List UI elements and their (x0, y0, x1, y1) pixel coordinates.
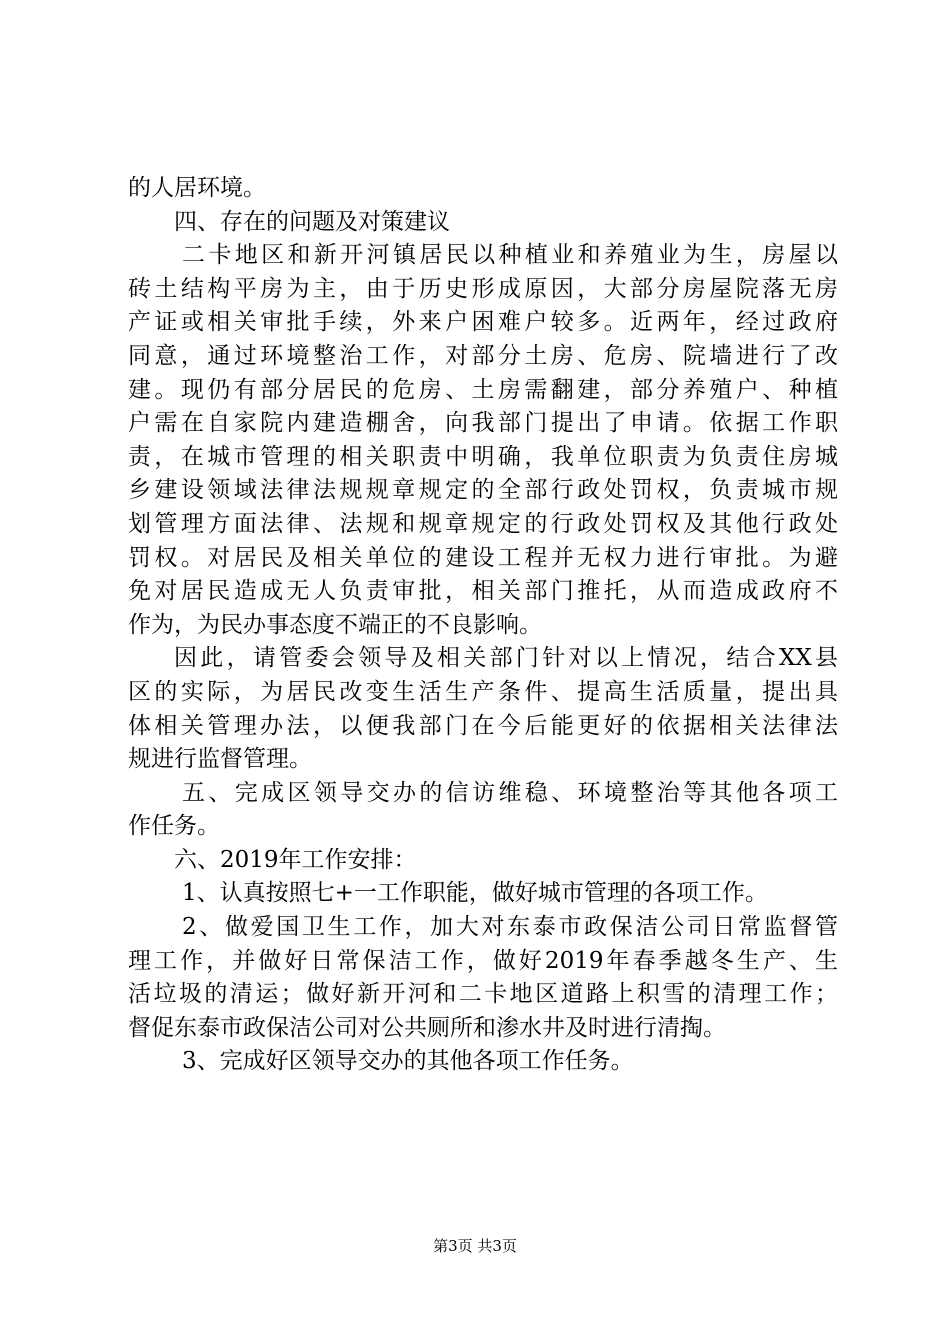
text-line: 二卡地区和新开河镇居民以种植业和养殖业为生，房屋以 (182, 242, 838, 269)
text-line: 免对居民造成无人负责审批，相关部门推托，从而造成政府不 (128, 578, 838, 605)
text-line: 因此，请管委会领导及相关部门针对以上情况，结合XX县 (174, 645, 838, 672)
text-line: 理工作，并做好日常保洁工作，做好2019年春季越冬生产、生 (128, 947, 838, 974)
text-line: 罚权。对居民及相关单位的建设工程并无权力进行审批。为避 (128, 544, 838, 571)
text-line: 体相关管理办法，以便我部门在今后能更好的依据相关法律法 (128, 712, 838, 739)
text-line: 建。现仍有部分居民的危房、土房需翻建，部分养殖户、种植 (128, 376, 838, 403)
page-number: 第3页 共3页 (433, 1237, 517, 1255)
document-body (128, 172, 838, 1079)
text-line: 户需在自家院内建造棚舍，向我部门提出了申请。依据工作职 (128, 410, 838, 437)
text-line: 的人居环境。 (128, 175, 266, 201)
text-line: 督促东泰市政保洁公司对公共厕所和渗水井及时进行清掏。 (128, 1014, 726, 1041)
text-line: 作为，为民办事态度不端正的不良影响。 (128, 611, 542, 638)
text-line: 产证或相关审批手续，外来户困难户较多。近两年，经过政府 (128, 309, 838, 336)
text-line: 乡建设领域法律法规规章规定的全部行政处罚权，负责城市规 (128, 477, 838, 504)
text-line: 区的实际，为居民改变生活生产条件、提高生活质量，提出具 (128, 678, 838, 705)
text-line: 活垃圾的清运；做好新开河和二卡地区道路上积雪的清理工作； (128, 981, 838, 1008)
text-line: 同意，通过环境整治工作，对部分土房、危房、院墙进行了改 (128, 342, 838, 369)
text-line: 责，在城市管理的相关职责中明确，我单位职责为负责住房城 (128, 443, 838, 470)
section-heading: 四、存在的问题及对策建议 (174, 208, 450, 235)
text-line: 砖土结构平房为主，由于历史形成原因，大部分房屋院落无房 (128, 275, 838, 302)
section-heading: 六、2019年工作安排： (174, 846, 417, 873)
list-item: 3、完成好区领导交办的其他各项工作任务。 (182, 1048, 634, 1075)
list-item: 1、认真按照七+一工作职能，做好城市管理的各项工作。 (182, 880, 768, 907)
list-item: 2、做爱国卫生工作，加大对东泰市政保洁公司日常监督管 (182, 914, 838, 941)
text-line: 规进行监督管理。 (128, 746, 312, 773)
text-line: 划管理方面法律、法规和规章规定的行政处罚权及其他行政处 (128, 510, 838, 537)
text-line: 作任务。 (128, 813, 220, 840)
section-heading: 五、完成区领导交办的信访维稳、环境整治等其他各项工 (182, 779, 838, 806)
